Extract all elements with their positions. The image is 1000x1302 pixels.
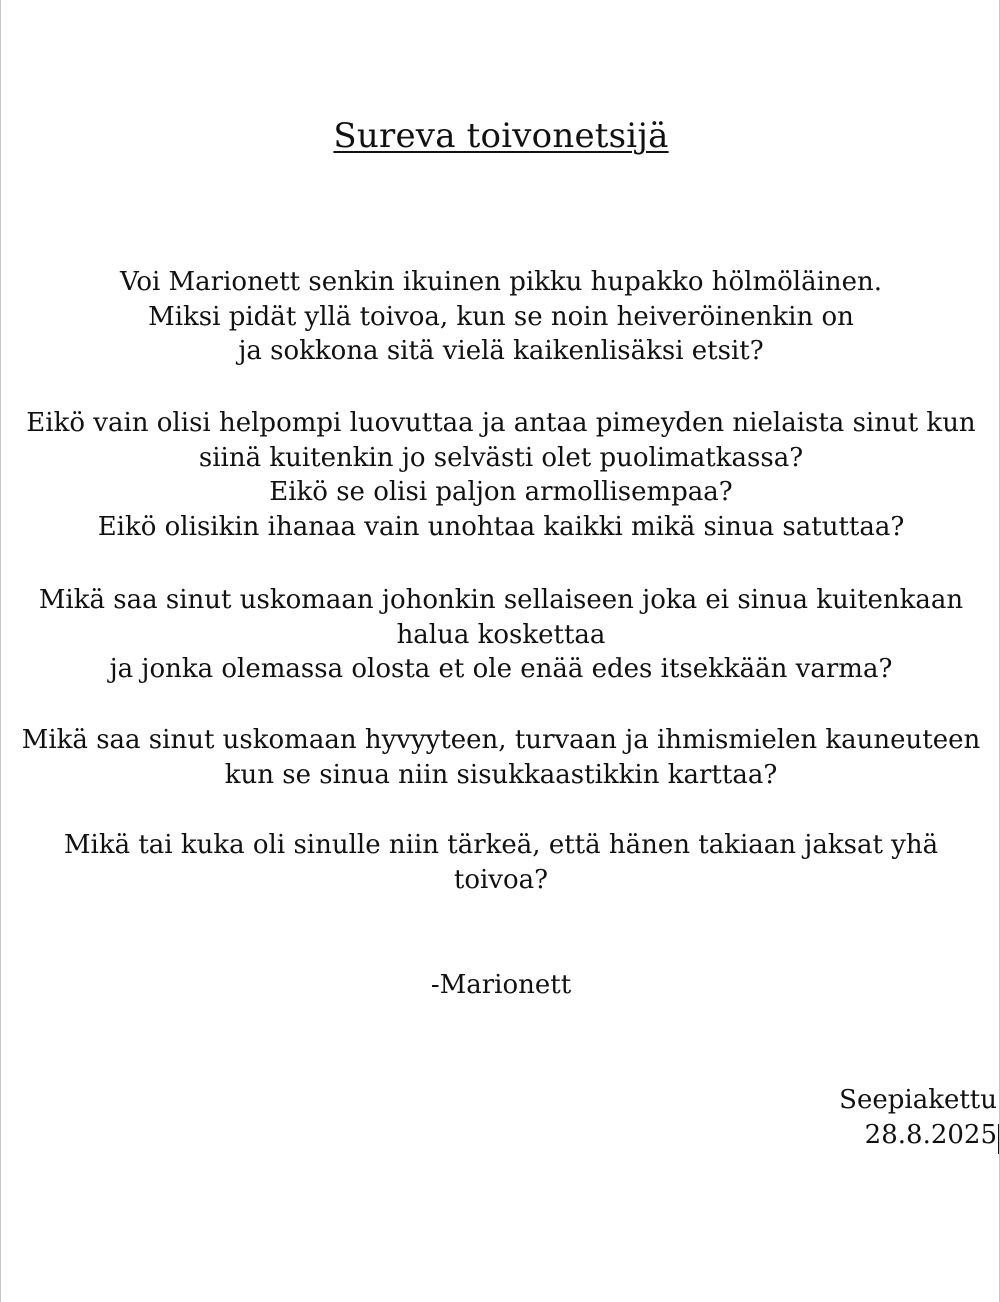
author-name: Seepiakettu	[839, 1085, 997, 1115]
stanza-line: Voi Marionett senkin ikuinen pikku hupakko hölmöläinen.	[119, 267, 883, 297]
author-block	[839, 1083, 997, 1153]
stanza-line: ja jonka olemassa olosta et ole enää edes itsekkään varma?	[109, 654, 893, 684]
stanza-line: toivoa?	[453, 864, 549, 895]
stanza-2	[1, 406, 1000, 544]
stanza-line: Eikö se olisi paljon armollisempaa?	[269, 477, 733, 507]
stanza-line: Eikö vain olisi helpompi luovuttaa ja antaa pimeyden nielaista sinut kun	[26, 408, 976, 438]
stanza-line: siinä kuitenkin jo selvästi olet puolimatkassa?	[198, 442, 804, 473]
stanza-3	[1, 583, 1000, 687]
stanza-line: Eikö olisikin ihanaa vain unohtaa kaikki mikä sinua satuttaa?	[97, 511, 905, 542]
author-date: 28.8.2025	[864, 1120, 997, 1150]
stanza-4	[1, 723, 1000, 792]
stanza-line: Miksi pidät yllä toivoa, kun se noin heiveröinenkin on	[148, 301, 854, 332]
stanza-line: Mikä saa sinut uskomaan johonkin sellaiseen joka ei sinua kuitenkaan	[38, 585, 964, 615]
stanza-line: kun se sinua niin sisukkaastikkin karttaa?	[224, 759, 778, 790]
poem-signature: -Marionett	[430, 970, 572, 1000]
stanza-line: ja sokkona sitä vielä kaikenlisäksi etsit?	[238, 336, 764, 366]
stanza-line: halua koskettaa	[396, 619, 606, 650]
stanza-5	[1, 828, 1000, 897]
stanza-line: Mikä tai kuka oli sinulle niin tärkeä, että hänen takiaan jaksat yhä	[63, 830, 939, 860]
poem-title: Sureva toivonetsijä	[333, 116, 669, 156]
stanza-1	[1, 265, 1000, 369]
stanza-line: Mikä saa sinut uskomaan hyvyyteen, turvaan ja ihmismielen kauneuteen	[21, 725, 981, 755]
text-cursor	[998, 1124, 999, 1154]
